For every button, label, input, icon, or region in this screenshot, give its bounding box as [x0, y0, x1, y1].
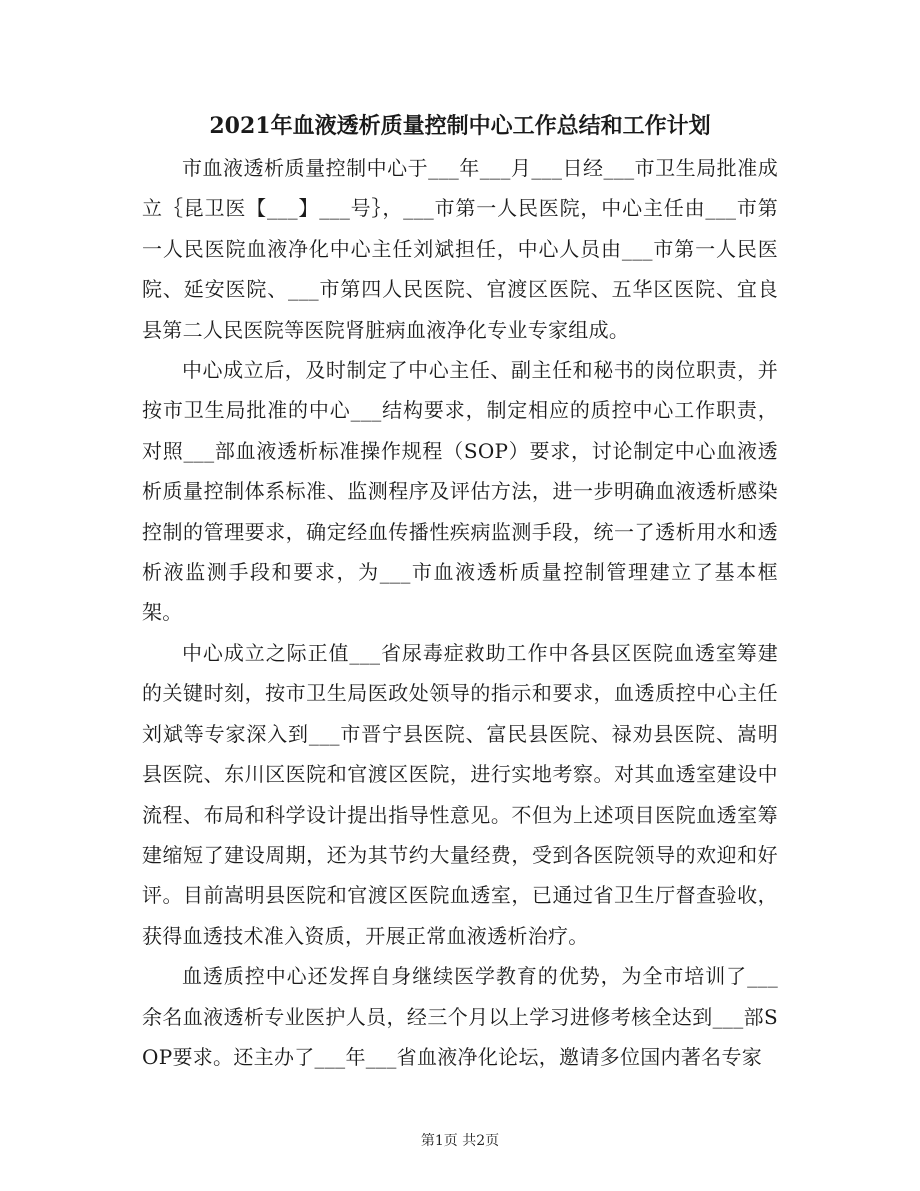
document-body: [142, 148, 778, 1077]
document-title: 2021年血液透析质量控制中心工作总结和工作计划: [209, 113, 711, 139]
page-footer: 第1页 共2页: [420, 1133, 500, 1149]
paragraph-3: 中心成立之际正值___省尿毒症救助工作中各县区医院血透室筹建的关键时刻，按市卫生局医政处领导的指示和要求，血透质控中心主任刘斌等专家深入到___市晋宁县医院、富民县医院、禄劝县医院、嵩明县医院、东川区医院和官渡区医院，进行实地考察。对其血透室建设中流程、布局和科学设计提出指导性意见。不但为上述项目医院血透室筹建缩短了建设周期，还为其节约大量经费，受到各医院领导的欢迎和好评。目前嵩明县医院和官渡区医院血透室，已通过省卫生厅督查验收，获得血透技术准入资质，开展正常血液透析治疗。: [142, 640, 778, 948]
paragraph-2: 中心成立后，及时制定了中心主任、副主任和秘书的岗位职责，并按市卫生局批准的中心___结构要求，制定相应的质控中心工作职责，对照___部血液透析标准操作规程（SOP）要求，讨论制定中心血液透析质量控制体系标准、监测程序及评估方法，进一步明确血液透析感染控制的管理要求，确定经血传播性疾病监测手段，统一了透析用水和透析液监测手段和要求，为___市血液透析质量控制管理建立了基本框架。: [142, 358, 778, 625]
paragraph-4: 血透质控中心还发挥自身继续医学教育的优势，为全市培训了___余名血液透析专业医护人员，经三个月以上学习进修考核全达到___部SOP要求。还主办了___年___省血液净化论坛，邀请多位国内著名专家: [142, 964, 778, 1069]
paragraph-1: 市血液透析质量控制中心于___年___月___日经___市卫生局批准成立｛昆卫医【___】___号｝，___市第一人民医院，中心主任由___市第一人民医院血液净化中心主任刘斌担任，中心人员由___市第一人民医院、延安医院、___市第四人民医院、官渡区医院、五华区医院、宜良县第二人民医院等医院肾脏病血液净化专业专家组成。: [142, 156, 778, 342]
